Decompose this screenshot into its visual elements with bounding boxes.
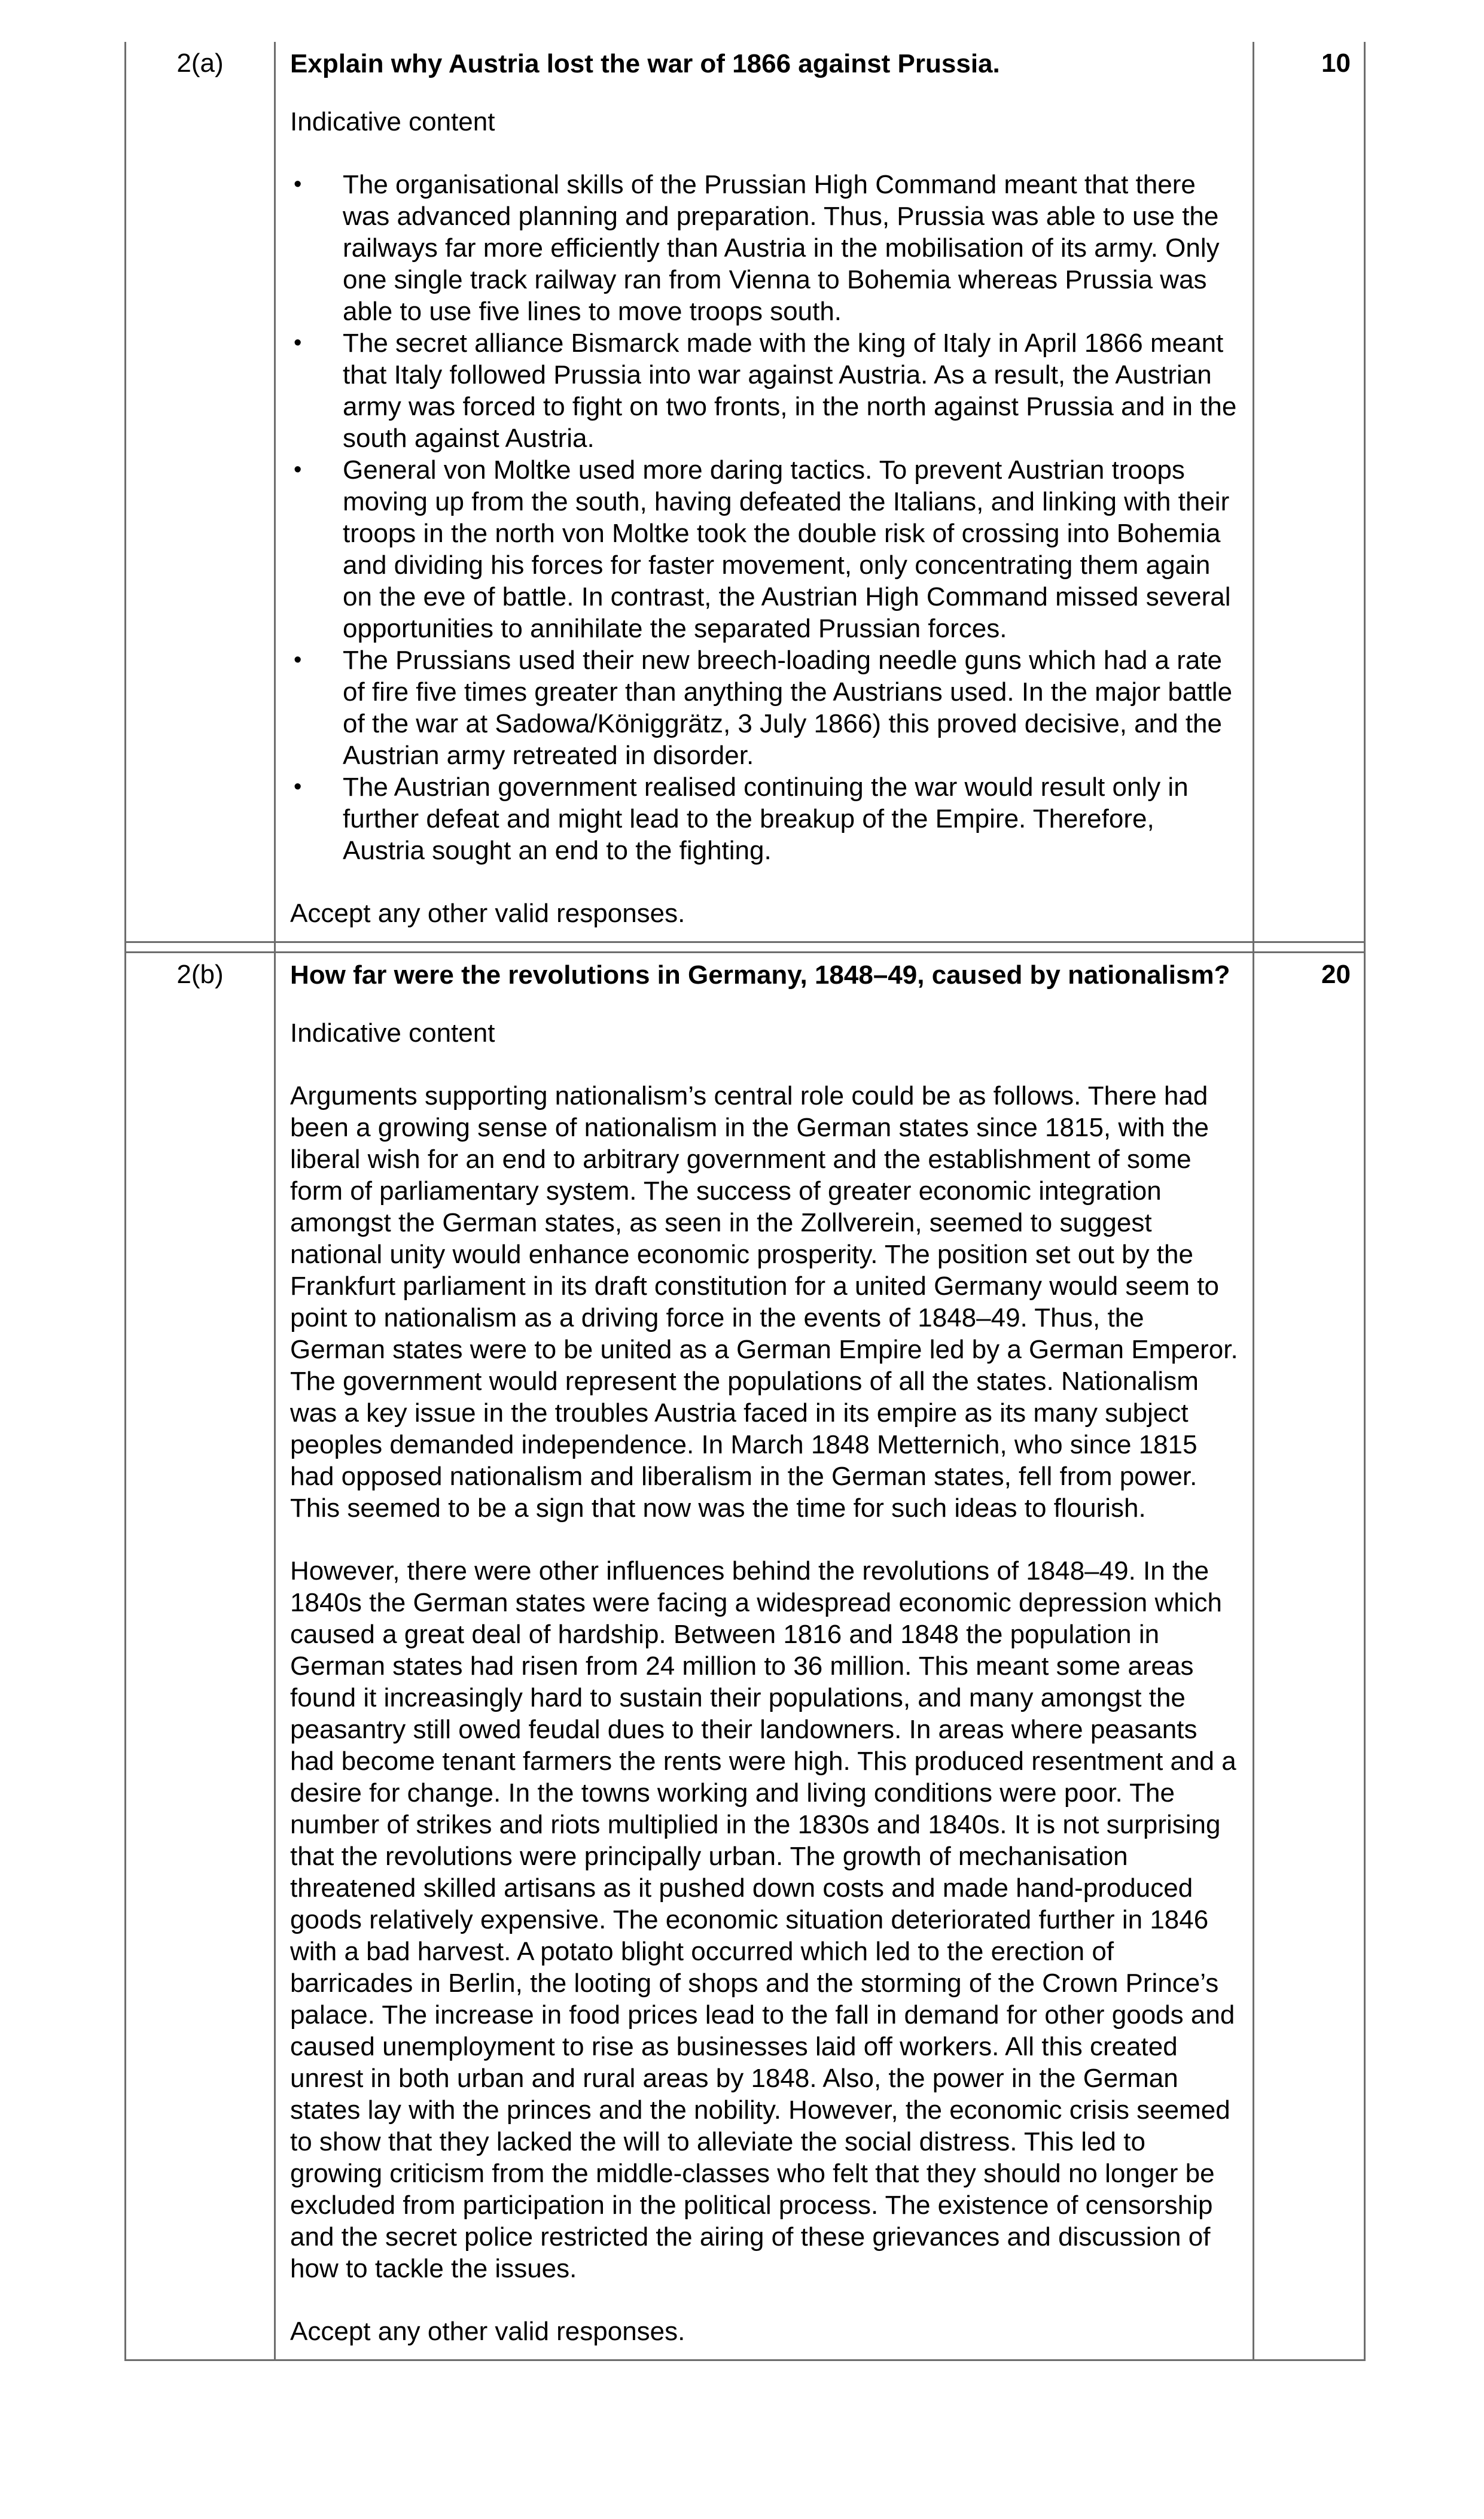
separator-cell <box>275 942 1254 953</box>
indicative-content-label: Indicative content <box>290 1018 495 1048</box>
indicative-content-label: Indicative content <box>290 107 495 136</box>
list-item: • The secret alliance Bismarck made with the king of Italy in April 1866 meant that Italy followed Prussia into war against Austria. As a result, the Austrian army was forced to fight on two fronts, in the north against Prussia and in the south against Austria. <box>290 327 1239 454</box>
accept-note: Accept any other valid responses. <box>290 899 685 928</box>
question-title: Explain why Austria lost the war of 1866 against Prussia. <box>290 49 1000 78</box>
answer-paragraph: Arguments supporting nationalism’s central role could be as follows. There had been a growing sense of nationalism in the German states since 1815, with the liberal wish for an end to arbitrary government and the establishment of some form of parliamentary system. The success of greater economic integration amongst the German states, as seen in the Zollverein, seemed to suggest national unity would enhance economic prosperity. The position set out by the Frankfurt parliament in its draft constitution for a united Germany would seem to point to nationalism as a driving force in the events of 1848–49. Thus, the German states were to be united as a German Empire led by a German Emperor. The government would represent the populations of all the states. Nationalism was a key issue in the troubles Austria faced in its empire as its many subject peoples demanded independence. In March 1848 Metternich, who since 1815 had opposed nationalism and liberalism in the German states, fell from power. This seemed to be a sign that now was the time for such ideas to flourish. <box>290 1081 1238 1523</box>
question-row-2b <box>126 953 1365 2360</box>
indicative-points-list <box>290 169 1239 866</box>
separator-cell <box>126 942 275 953</box>
row-separator <box>126 942 1365 953</box>
question-title: How far were the revolutions in Germany, 1848–49, caused by nationalism? <box>290 960 1230 990</box>
list-item: • The Austrian government realised continuing the war would result only in further defeat and might lead to the breakup of the Empire. Therefore, Austria sought an end to the fighting. <box>290 771 1239 866</box>
accept-note: Accept any other valid responses. <box>290 2317 685 2346</box>
question-number: 2(a) <box>126 42 275 942</box>
list-item: • The organisational skills of the Prussian High Command meant that there was advanced planning and preparation. Thus, Prussia was able to use the railways far more efficiently than Austria in the mobilisation of its army. Only one single track railway ran from Vienna to Bohemia whereas Prussia was able to use five lines to move troops south. <box>290 169 1239 327</box>
separator-cell <box>1254 942 1365 953</box>
answer-content <box>275 953 1254 2360</box>
list-item: • The Prussians used their new breech-loading needle guns which had a rate of fire five times greater than anything the Austrians used. In the major battle of the war at Sadowa/Königgrätz, 3 July 1866) this proved decisive, and the Austrian army retreated in disorder. <box>290 644 1239 771</box>
list-item: • General von Moltke used more daring tactics. To prevent Austrian troops moving up from the south, having defeated the Italians, and linking with their troops in the north von Moltke took the double risk of crossing into Bohemia and dividing his forces for faster movement, only concentrating them again on the eve of battle. In contrast, the Austrian High Command missed several opportunities to annihilate the separated Prussian forces. <box>290 454 1239 644</box>
question-row-2a <box>126 42 1365 942</box>
question-number: 2(b) <box>126 953 275 2360</box>
answer-content <box>275 42 1254 942</box>
marks-value: 20 <box>1254 953 1365 2360</box>
answer-paragraph: However, there were other influences behind the revolutions of 1848–49. In the 1840s the German states were facing a widespread economic depression which caused a great deal of hardship. Between 1816 and 1848 the population in German states had risen from 24 million to 36 million. This meant some areas found it increasingly hard to sustain their populations, and many amongst the peasantry still owed feudal dues to their landowners. In areas where peasants had become tenant farmers the rents were high. This produced resentment and a desire for change. In the towns working and living conditions were poor. The number of strikes and riots multiplied in the 1830s and 1840s. It is not surprising that the revolutions were principally urban. The growth of mechanisation threatened skilled artisans as it pushed down costs and made hand-produced goods relatively expensive. The economic situation deteriorated further in 1846 with a bad harvest. A potato blight occurred which led to the erection of barricades in Berlin, the looting of shops and the storming of the Crown Prince’s palace. The increase in food prices lead to the fall in demand for other goods and caused unemployment to rise as businesses laid off workers. All this created unrest in both urban and rural areas by 1848. Also, the power in the German states lay with the princes and the nobility. However, the economic crisis seemed to show that they lacked the will to alleviate the social distress. This led to growing criticism from the middle-classes who felt that they should no longer be excluded from participation in the political process. The existence of censorship and the secret police restricted the airing of these grievances and discussion of how to tackle the issues. <box>290 1556 1236 2283</box>
marks-value: 10 <box>1254 42 1365 942</box>
mark-scheme-table <box>124 42 1366 2361</box>
